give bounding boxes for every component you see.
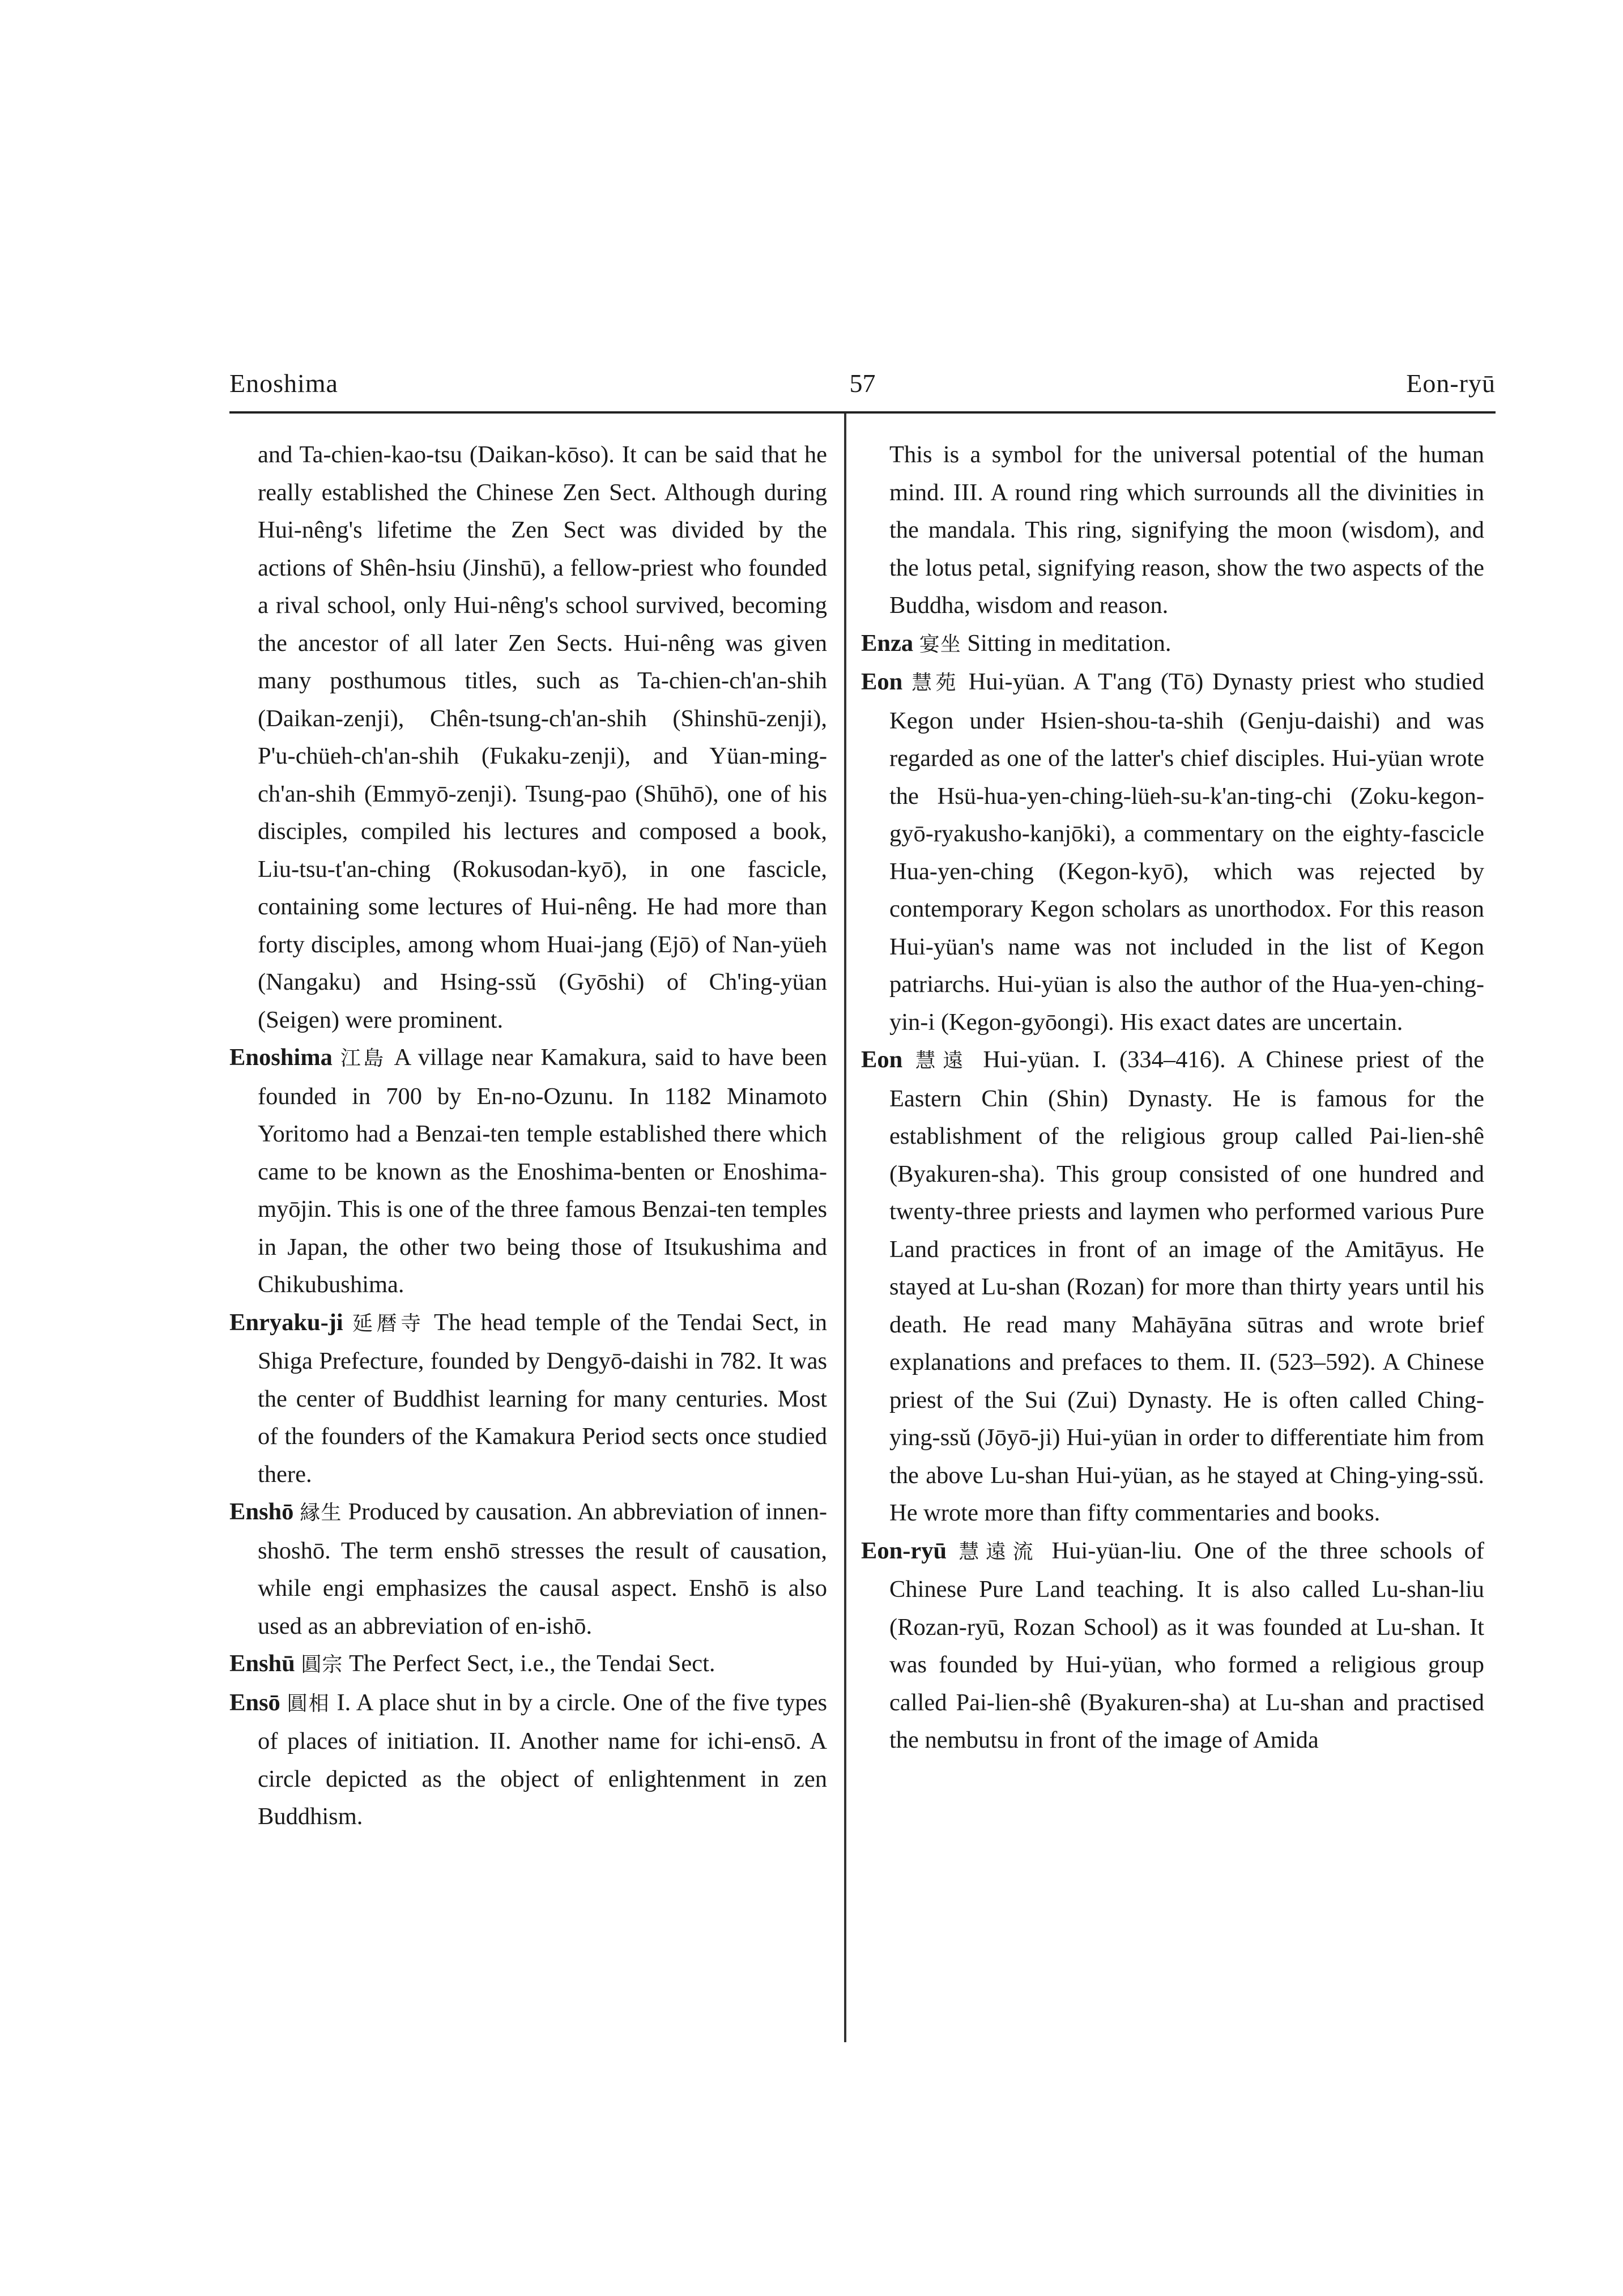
- entry-headword: Eon: [861, 1046, 903, 1073]
- entry-definition: Sitting in meditation.: [967, 629, 1172, 657]
- entry-definition: Hui-yüan-liu. One of the three schools of Chinese Pure Land teaching. It is also called Lu-shan-liu (Rozan-ryū, Rozan School) as it was founded at Lu-shan. It was founded by Hui-yüan, who formed a religious group called Pai-lien-shê (Byakuren-sha) at Lu-shan and practised the nembutsu in front of the image of Amida: [889, 1537, 1484, 1753]
- entry-headword: Enryaku-ji: [229, 1309, 343, 1336]
- dictionary-entry: [861, 1532, 1484, 1760]
- entry-kanji: 延暦寺: [352, 1311, 425, 1335]
- dictionary-entry: [861, 625, 1484, 664]
- running-header: [229, 368, 1496, 414]
- dictionary-entry: [229, 1684, 827, 1836]
- dictionary-entry: [861, 1041, 1484, 1532]
- entry-definition: Hui-yüan. A T'ang (Tō) Dynasty priest who studied Kegon under Hsien-shou-ta-shih (Genju-daishi) and was regarded as one of the latter's chief disciples. Hui-yüan wrote the Hsü-hua-yen-ching-lüeh-su-k'an-ting-chi (Zoku-kegon-gyō-ryakusho-kanjōki), a commentary on the eighty-fascicle Hua-yen-ching (Kegon-kyō), which was rejected by contemporary Kegon scholars as unorthodox. For this reason Hui-yüan's name was not included in the list of Kegon patriarchs. Hui-yüan is also the author of the Hua-yen-ching-yin-i (Kegon-gyōongi). His exact dates are uncertain.: [889, 668, 1484, 1036]
- dictionary-entry: [229, 1645, 827, 1684]
- entry-kanji: 宴坐: [919, 632, 961, 656]
- entry-definition: The head temple of the Tendai Sect, in Shiga Prefecture, founded by Dengyō-daishi in 782. It was the center of Buddhist learning for many centuries. Most of the founders of the Kamakura Period sects once studied there.: [258, 1309, 828, 1488]
- entry-definition: Produced by causation. An abbreviation of innen-shoshō. The term enshō stresses the result of causation, while engi emphasizes the causal aspect. Enshō is also used as an abbreviation of en-ishō.: [258, 1498, 828, 1639]
- entry-headword: Enoshima: [229, 1044, 333, 1071]
- header-left-guideword: Enoshima: [229, 369, 338, 398]
- page-number: 57: [849, 369, 876, 398]
- header-right-guideword: Eon-ryū: [1406, 369, 1496, 398]
- entry-kanji: 圓相: [287, 1692, 330, 1715]
- entry-kanji: 江島: [340, 1047, 386, 1070]
- entry-headword: Eon-ryū: [861, 1537, 947, 1564]
- left-column: [229, 436, 827, 1836]
- dictionary-entry: [229, 1493, 827, 1645]
- right-column: [861, 436, 1484, 1760]
- entry-headword: Eon: [861, 668, 903, 695]
- entry-headword: Ensō: [229, 1689, 280, 1716]
- entry-headword: Enshō: [229, 1498, 294, 1525]
- dictionary-entry: [229, 1304, 827, 1494]
- continuation-text: and Ta-chien-kao-tsu (Daikan-kōso). It can be said that he really established the Chinese Zen Sect. Although during Hui-nêng's lifetime the Zen Sect was divided by the actions of Shên-hsiu (Jinshū), a fellow-priest who founded a rival school, only Hui-nêng's school survived, becoming the ancestor of all later Zen Sects. Hui-nêng was given many posthumous titles, such as Ta-chien-ch'an-shih (Daikan-zenji), Chên-tsung-ch'an-shih (Shinshū-zenji), P'u-chüeh-ch'an-shih (Fukaku-zenji), and Yüan-ming-ch'an-shih (Emmyō-zenji). Tsung-pao (Shūhō), one of his disciples, compiled his lectures and composed a book, Liu-tsu-t'an-ching (Rokusodan-kyō), in one fascicle, containing some lectures of Hui-nêng. He had more than forty disciples, among whom Huai-jang (Ejō) of Nan-yüeh (Nangaku) and Hsing-ssŭ (Gyōshi) of Ch'ing-yüan (Seigen) were prominent.: [258, 441, 827, 1033]
- entry-kanji: 縁生: [300, 1501, 342, 1524]
- header-rule: [229, 411, 1496, 414]
- entry-definition: I. A place shut in by a circle. One of the five types of places of initiation. II. Another name for ichi-ensō. A circle depicted as the object of enlightenment in zen Buddhism.: [258, 1689, 827, 1830]
- dictionary-entry: [229, 1039, 827, 1304]
- entry-kanji: 慧遠流: [959, 1540, 1040, 1564]
- entry-kanji: 慧苑: [911, 671, 960, 695]
- entry-definition: The Perfect Sect, i.e., the Tendai Sect.: [349, 1650, 715, 1677]
- entry-kanji: 慧遠: [915, 1049, 971, 1072]
- entry-headword: Enshū: [229, 1650, 295, 1677]
- dictionary-entry: [861, 663, 1484, 1041]
- entry-headword: Enza: [861, 629, 914, 657]
- entry-kanji: 圓宗: [301, 1653, 343, 1676]
- entry-definition: Hui-yüan. I. (334–416). A Chinese priest of the Eastern Chin (Shin) Dynasty. He is famous for the establishment of the religious group called Pai-lien-shê (Byakuren-sha). This group consisted of one hundred and twenty-three priests and laymen who performed various Pure Land practices in front of an image of the Amitāyus. He stayed at Lu-shan (Rozan) for more than thirty years until his death. He read many Mahāyāna sūtras and wrote brief explanations and prefaces to them. II. (523–592). A Chinese priest of the Sui (Zui) Dynasty. He is often called Ching-ying-ssŭ (Jōyō-ji) Hui-yüan in order to differentiate him from the above Lu-shan Hui-yüan, as he stayed at Ching-ying-ssŭ. He wrote more than fifty commentaries and books.: [889, 1046, 1484, 1526]
- continuation-text: This is a symbol for the universal potential of the human mind. III. A round ring which surrounds all the divinities in the mandala. This ring, signifying the moon (wisdom), and the lotus petal, signifying reason, show the two aspects of the Buddha, wisdom and reason.: [889, 441, 1484, 619]
- entry-definition: A village near Kamakura, said to have been founded in 700 by En-no-Ozunu. In 1182 Minamoto Yoritomo had a Benzai-ten temple established there which came to be known as the Enoshima-benten or Enoshima-myōjin. This is one of the three famous Benzai-ten temples in Japan, the other two being those of Itsukushima and Chikubushima.: [258, 1044, 827, 1298]
- column-divider: [844, 414, 846, 2042]
